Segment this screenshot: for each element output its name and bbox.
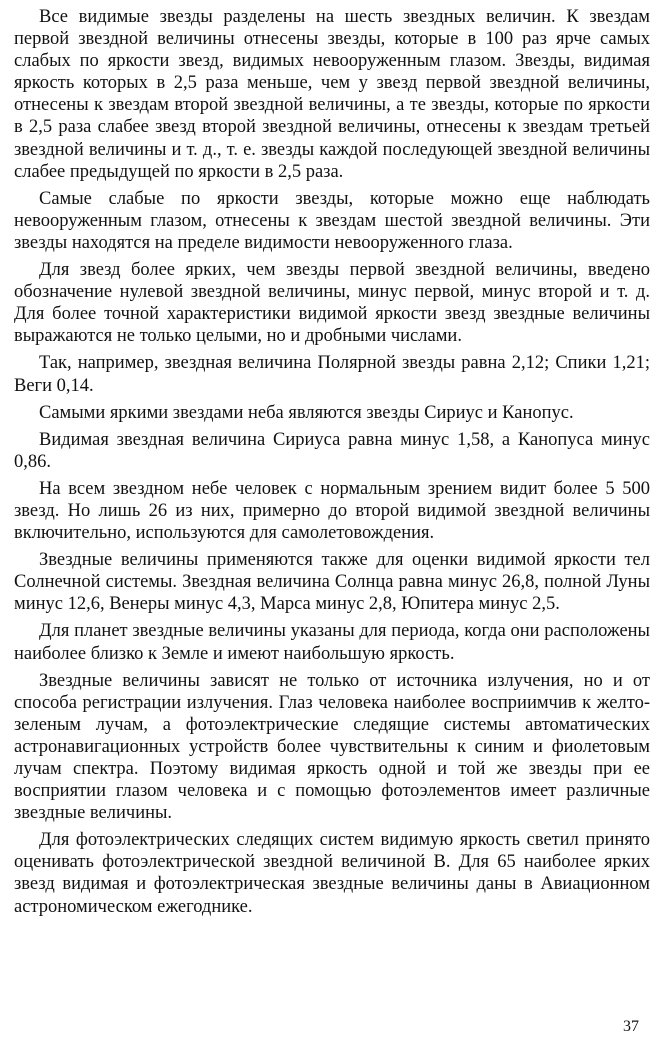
paragraph: Для звезд более ярких, чем звезды первой звездной величины, введено обозначение нулевой звездной величины, минус первой, минус второй и т. д. Для более точной характеристики видимой яркости звезд звездные величины выражаются не только целыми, но и дробными числами.	[14, 260, 650, 347]
paragraph: На всем звездном небе человек с нормальным зрением видит более 5 500 звезд. Но лишь 26 из них, примерно до второй видимой звездной величины включительно, используются для самолетовождения.	[14, 478, 650, 544]
page-number: 37	[623, 1018, 639, 1035]
paragraph: Самыми яркими звездами неба являются звезды Сириус и Канопус.	[39, 402, 574, 423]
paragraph: Звездные величины зависят не только от источника излучения, но и от способа регистрации излучения. Глаз человека наиболее восприимчив к желто-зеленым лучам, а фотоэлектрические следящие системы автоматических астронавигационных устройств более чувствительны к синим и фиолетовым лучам спектра. Поэтому видимая яркость одной и той же звезды при ее восприятии глазом человека и с помощью фотоэлементов имеет различные звездные величины.	[14, 670, 650, 824]
paragraph: Для планет звездные величины указаны для периода, когда они расположены наиболее близко к Земле и имеют наибольшую яркость.	[14, 621, 650, 664]
paragraph: Все видимые звезды разделены на шесть звездных величин. К звездам первой звездной величины отнесены звезды, которые в 100 раз ярче самых слабых по яркости звезд, видимых невооруженным глазом. Звезды, видимая яркость которых в 2,5 раза меньше, чем у звезд первой звездной величины, отнесены к звездам второй звездной величины, а те звезды, которые по яркости в 2,5 раза слабее звезд второй звездной величины, отнесены к звездам третьей звездной величины и т. д., т. е. звезды каждой последующей звездной величины слабее предыдущей по яркости в 2,5 раза.	[14, 7, 650, 182]
page-text	[14, 6, 650, 1036]
paragraph: Самые слабые по яркости звезды, которые можно еще наблюдать невооруженным глазом, отнесены к звездам шестой звездной величины. Эти звезды находятся на пределе видимости невооруженного глаза.	[14, 188, 650, 253]
paragraph: Так, например, звездная величина Полярной звезды равна 2,12; Спики 1,21; Веги 0,14.	[14, 353, 650, 396]
paragraph: Звездные величины применяются также для оценки видимой яркости тел Солнечной системы. Звездная величина Солнца равна минус 26,8, полной Луны минус 12,6, Венеры минус 4,3, Марса минус 2,8, Юпитера минус 2,5.	[14, 550, 650, 615]
paragraph: Видимая звездная величина Сириуса равна минус 1,58, а Канопуса минус 0,86.	[14, 429, 650, 472]
paragraph: Для фотоэлектрических следящих систем видимую яркость светил принято оценивать фотоэлектрической звездной величиной B. Для 65 наиболее ярких звезд видимая и фотоэлектрическая звездные величины даны в Авиационном астрономическом ежегоднике.	[14, 830, 650, 917]
